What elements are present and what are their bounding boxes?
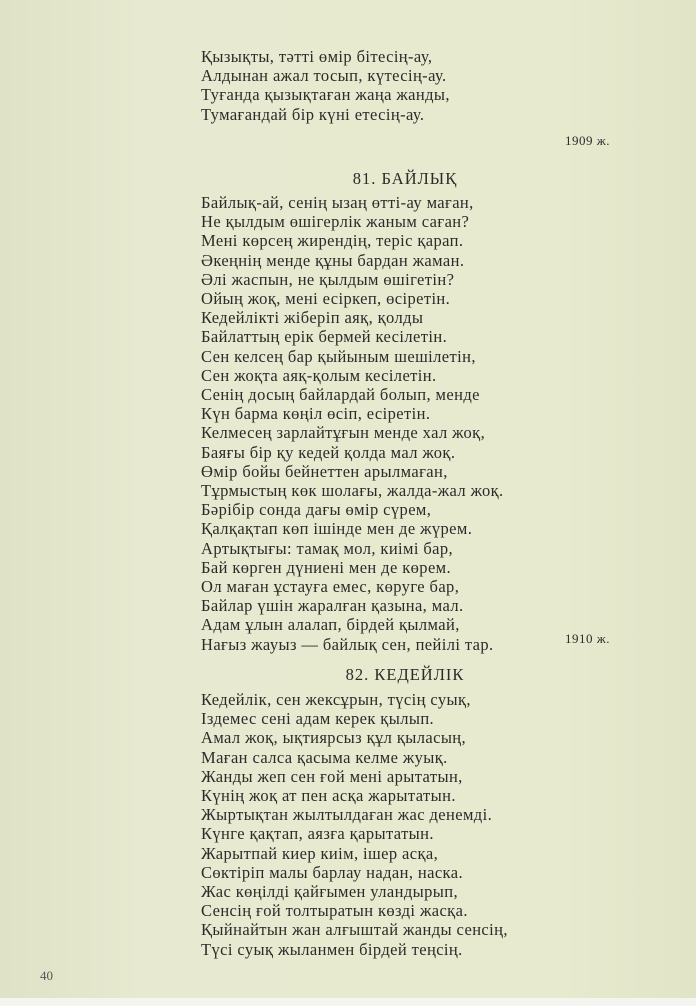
poem-line: Тұрмыстың көк шолағы, жалда-жал жоқ. bbox=[201, 481, 504, 501]
poem-line: Жас көңілді қайғымен уландырып, bbox=[201, 882, 458, 902]
poem-line: Күн барма көңіл өсіп, есіретін. bbox=[201, 404, 431, 424]
poem-line: Жанды жеп сен ғой мені арытатын, bbox=[201, 766, 463, 786]
poem-line: Маған салса қасыма келме жуық. bbox=[201, 747, 448, 767]
poem-line: Қызықты, тәтті өмір бітесің-ау, bbox=[201, 47, 433, 66]
poem-line: Ойың жоқ, мені есіркеп, өсіретін. bbox=[201, 289, 451, 309]
poem-line: Ол маған ұстауға емес, көруге бар, bbox=[201, 577, 460, 597]
poem-line: Туғанда қызықтаған жаңа жанды, bbox=[201, 85, 450, 105]
poem-line: Жарытпай киер киім, ішер асқа, bbox=[201, 843, 439, 863]
poem-line: Түсі суық жыланмен бірдей теңсің. bbox=[201, 939, 463, 959]
poem-line: Мені көрсең жирендің, теріс қарап. bbox=[201, 231, 464, 251]
poem-82-text bbox=[201, 690, 508, 959]
poem-81-title: 81. БАЙЛЫҚ bbox=[352, 169, 458, 188]
poem-line: Баяғы бір қу кедей қолда мал жоқ. bbox=[201, 442, 456, 462]
poem-line: Не қылдым өшігерлік жаным саған? bbox=[201, 212, 470, 232]
poem-line: Бай көрген дүниені мен де көрем. bbox=[201, 557, 452, 577]
poem-line: Адам ұлын алалап, бірдей қылмай, bbox=[201, 615, 460, 635]
poem-line: Қыйнайтын жан алғыштай жанды сенсің, bbox=[201, 920, 508, 940]
poem-line: Сенің досың байлардай болып, менде bbox=[201, 385, 480, 405]
poem-81-text bbox=[201, 193, 504, 654]
poem-line: Амал жоқ, ықтиярсыз құл қыласың, bbox=[201, 728, 467, 748]
poem-line: Байлық-ай, сенің ызаң өтті-ау маған, bbox=[201, 193, 474, 212]
poem-line: Алдынан ажал тосып, күтесің-ау. bbox=[201, 66, 447, 86]
poem-line: Байлаттың ерік бермей кесілетін. bbox=[201, 327, 448, 347]
poem-line: Байлар үшін жаралған қазына, мал. bbox=[201, 596, 464, 616]
poem-line: Өмір бойы бейнеттен арылмаған, bbox=[201, 461, 448, 481]
poem-line: Сен жоқта аяқ-қолым кесілетін. bbox=[201, 365, 437, 385]
poem-line: Келмесең зарлайтұғын менде хал жоқ, bbox=[201, 423, 486, 443]
poem-line: Сен келсең бар қыйыным шешілетін, bbox=[201, 346, 476, 366]
poem-line: Күнге қақтап, аязға қарытатын. bbox=[201, 824, 434, 844]
previous-poem-stanza bbox=[201, 47, 450, 124]
poem-line: Артықтығы: тамақ мол, киімі бар, bbox=[201, 538, 454, 558]
poem-82-title: 82. КЕДЕЙЛІК bbox=[345, 665, 465, 684]
scan-edge bbox=[0, 998, 696, 1006]
poem-line: Іздемес сені адам керек қылып. bbox=[201, 709, 435, 729]
poem-line: Сенсің ғой толтыратын көзді жасқа. bbox=[201, 901, 468, 921]
poem-line: Жыртықтан жылтылдаған жас денемді. bbox=[201, 805, 493, 825]
poem-line: Күнің жоқ ат пен асқа жарытатын. bbox=[201, 786, 456, 806]
poem-line: Әлі жаспын, не қылдым өшігетін? bbox=[201, 269, 455, 289]
poem-line: Кедейлік, сен жексұрын, түсің суық, bbox=[201, 690, 471, 709]
poem-line: Бәрібір сонда дағы өмір сүрем, bbox=[201, 500, 432, 520]
poem-line: Қалқақтап көп ішінде мен де жүрем. bbox=[201, 519, 473, 539]
poem-line: Нағыз жауыз — байлық сен, пейілі тар. bbox=[201, 634, 494, 654]
poem-line: Кедейлікті жіберіп аяқ, қолды bbox=[201, 308, 424, 328]
previous-poem-year: 1909 ж. bbox=[565, 133, 610, 148]
poem-line: Сөктіріп малы барлау надан, наска. bbox=[201, 862, 463, 882]
poem-line: Тумағандай бір күні етесің-ау. bbox=[201, 104, 425, 124]
poem-81-year: 1910 ж. bbox=[565, 631, 610, 646]
page-number: 40 bbox=[40, 968, 53, 983]
poem-line: Әкеңнің менде құны бардан жаман. bbox=[201, 250, 465, 270]
